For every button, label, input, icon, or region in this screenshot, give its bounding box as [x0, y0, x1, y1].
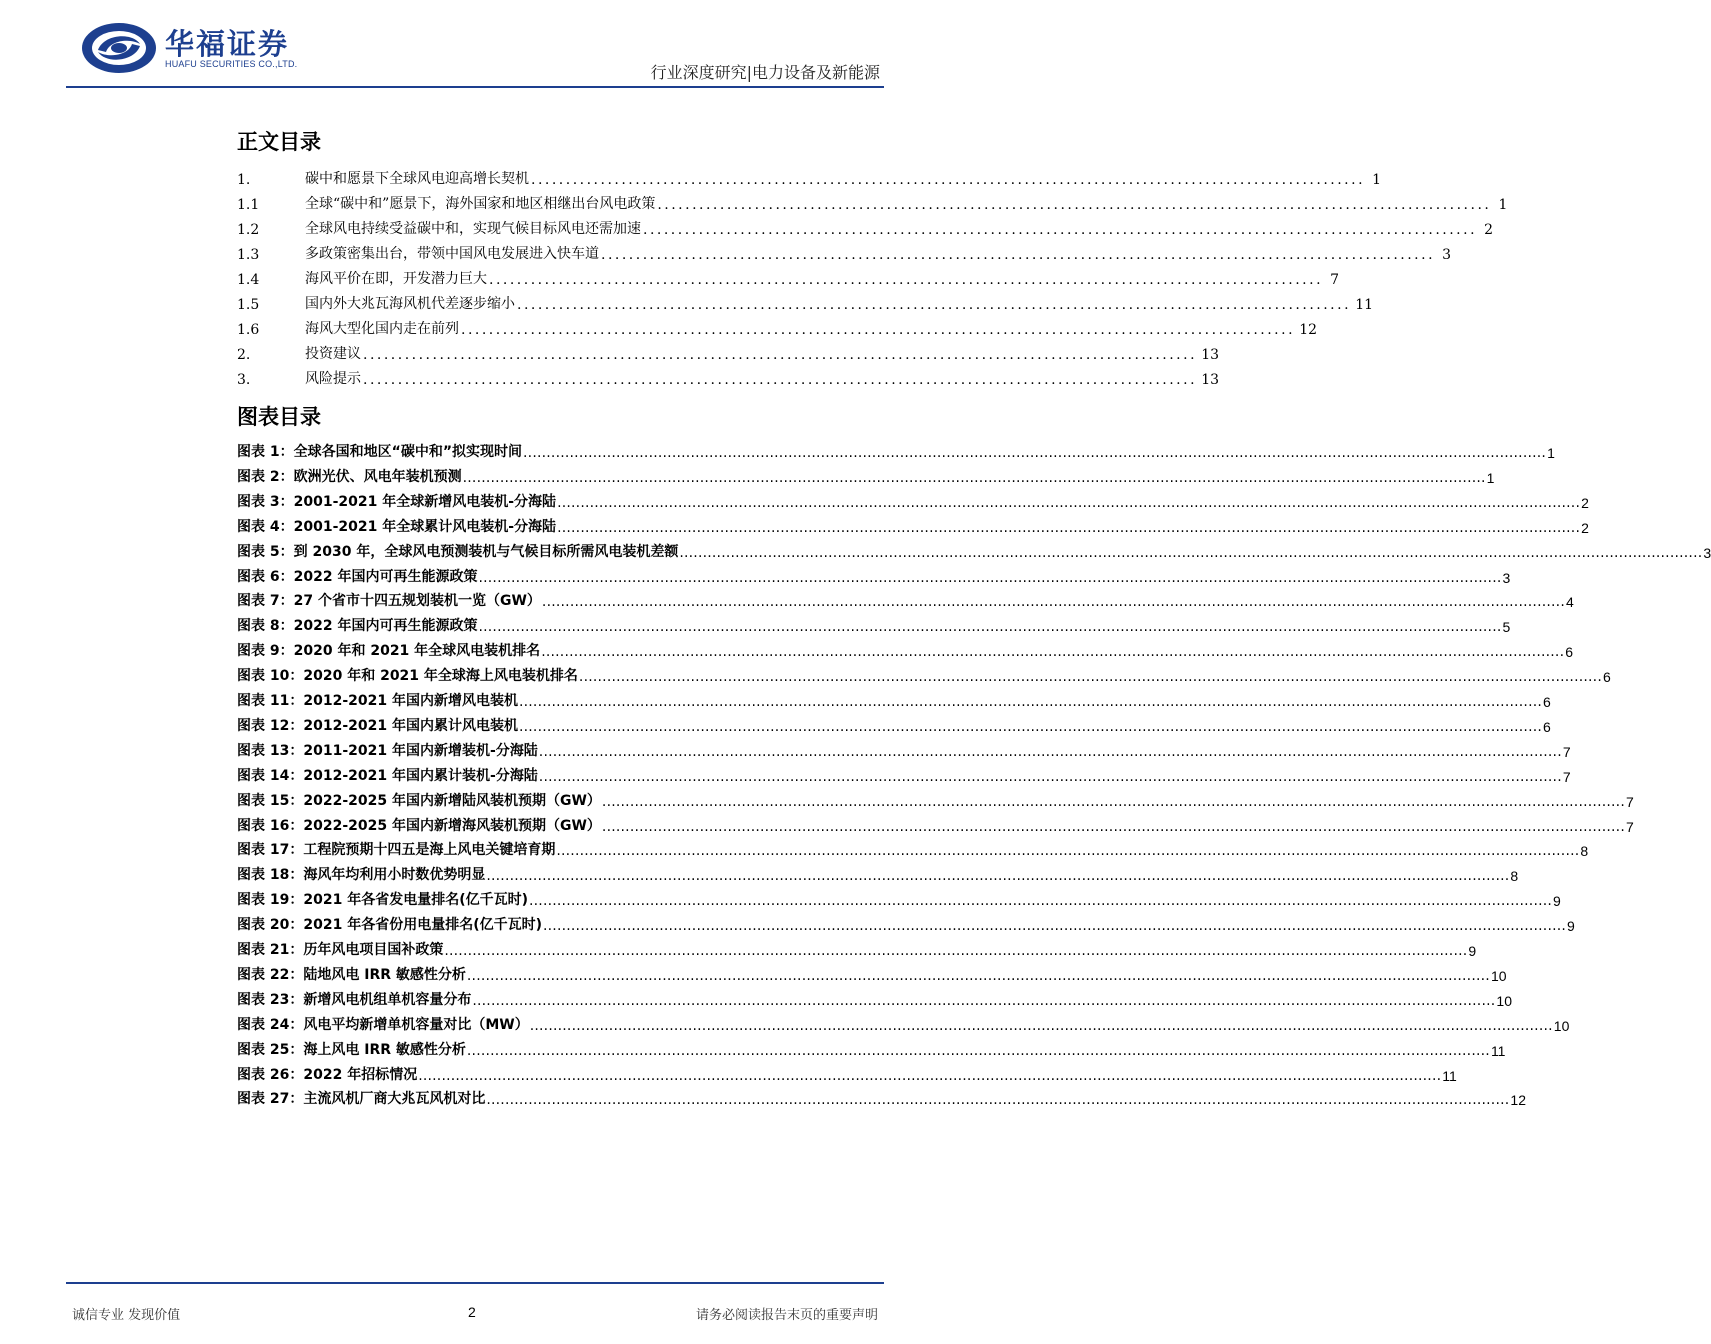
toc-entry-title: 风险提示 [305, 371, 361, 387]
figure-entry-page: 9 [1468, 943, 1477, 959]
toc-entry-title: 碳中和愿景下全球风电迎高增长契机 [305, 171, 529, 187]
figure-entry[interactable] [237, 487, 1589, 511]
figure-entry[interactable] [237, 1035, 1506, 1059]
figure-entry-page: 2 [1581, 519, 1589, 536]
figure-entry[interactable] [237, 910, 1575, 935]
toc-leader-dots: ........................................................................................................................ [363, 347, 1198, 363]
figure-entry-label: 图表 21： [237, 942, 304, 958]
figure-entry-label: 图表 23： [237, 991, 304, 1008]
figure-entry[interactable] [237, 811, 1634, 835]
figure-entry[interactable] [237, 835, 1589, 860]
figure-entry-label: 图表 27： [237, 1091, 304, 1108]
figure-entry-label: 图表 1： [237, 444, 294, 460]
toc-entry[interactable] [237, 339, 1220, 363]
figure-entry-page: 6 [1543, 718, 1551, 735]
figure-entry-page: 11 [1490, 1042, 1506, 1059]
toc-leader-dots: ........................................................................................................................ [489, 272, 1324, 288]
figure-entry-page: 10 [1496, 992, 1512, 1009]
toc-entry[interactable] [237, 289, 1374, 313]
figure-entry-label: 图表 25： [237, 1041, 304, 1058]
toc-entry-title: 海风平价在即，开发潜力巨大 [305, 271, 487, 287]
figure-entry-label: 图表 7： [237, 593, 294, 610]
figure-leader-dots: ............................................................................................................................................................................................................................ [486, 1092, 1510, 1109]
figure-entry-label: 图表 14： [237, 767, 304, 784]
figure-entry-title: 陆地风电 IRR 敏感性分析 [303, 966, 466, 983]
toc-entry-page: 12 [1299, 322, 1318, 338]
figure-entry-title: 2012-2021 年国内累计风电装机 [303, 717, 518, 734]
toc-entry-number: 1.2 [237, 222, 260, 238]
figure-entry-title: 2022 年国内可再生能源政策 [293, 568, 478, 585]
company-logo [80, 20, 320, 76]
toc-entry-number: 1. [237, 172, 251, 188]
figure-entry[interactable] [237, 636, 1574, 661]
toc-entry-title: 投资建议 [305, 346, 361, 362]
figure-entry-label: 图表 10： [237, 668, 304, 685]
figure-entry[interactable] [237, 935, 1477, 959]
figure-entry-page: 12 [1510, 1092, 1526, 1109]
figure-entry-title: 2001-2021 年全球新增风电装机-分海陆 [293, 493, 557, 510]
figure-leader-dots: ............................................................................................................................................................................................................................ [518, 718, 1543, 735]
figure-leader-dots: ............................................................................................................................................................................................................................ [466, 967, 1490, 984]
toc-entry-page: 2 [1484, 222, 1494, 238]
toc-leader-dots: ........................................................................................................................ [461, 322, 1296, 338]
figure-entry-title: 2001-2021 年全球累计风电装机-分海陆 [293, 518, 557, 535]
toc-leader-dots: ........................................................................................................................ [601, 247, 1436, 263]
figure-entry[interactable] [237, 860, 1519, 885]
figure-entry-label: 图表 17： [237, 842, 304, 859]
figure-entry-page: 5 [1502, 619, 1511, 636]
figure-leader-dots: ............................................................................................................................................................................................................................ [529, 893, 1553, 910]
toc-entry-number: 1.6 [237, 322, 260, 338]
header-divider [66, 86, 884, 88]
figure-entry[interactable] [237, 985, 1512, 1009]
figure-entry-label: 图表 20： [237, 917, 304, 934]
figure-entry-title: 2021 年各省发电量排名(亿千瓦时) [303, 892, 528, 909]
toc-leader-dots: ........................................................................................................................ [517, 297, 1352, 313]
toc-leader-dots: ........................................................................................................................ [531, 172, 1366, 188]
figure-entry-title: 27 个省市十四五规划装机一览（GW） [293, 593, 541, 610]
figure-leader-dots: ............................................................................................................................................................................................................................ [601, 818, 1625, 835]
figure-entry-page: 6 [1565, 644, 1574, 661]
figure-entry-label: 图表 18： [237, 867, 304, 884]
figure-leader-dots: ............................................................................................................................................................................................................................ [478, 569, 1502, 586]
figure-leader-dots: ............................................................................................................................................................................................................................ [486, 868, 1510, 885]
figures-title: 图表目录 [237, 404, 321, 429]
toc-entry-number: 1.3 [237, 247, 260, 263]
figure-entry[interactable] [237, 1084, 1526, 1109]
figure-leader-dots: ............................................................................................................................................................................................................................ [418, 1067, 1442, 1084]
figure-leader-dots: ............................................................................................................................................................................................................................ [578, 669, 1602, 686]
figure-entry[interactable] [237, 562, 1511, 586]
figure-entry-title: 海风年均利用小时数优势明显 [303, 867, 486, 884]
figure-entry-title: 新增风电机组单机容量分布 [303, 991, 472, 1008]
page-header [0, 0, 950, 95]
figure-entry-title: 主流风机厂商大兆瓦风机对比 [303, 1091, 486, 1108]
figure-leader-dots: ............................................................................................................................................................................................................................ [466, 1042, 1490, 1059]
figure-leader-dots: ............................................................................................................................................................................................................................ [556, 843, 1580, 860]
toc-entry-page: 1 [1498, 197, 1508, 213]
toc-entry-number: 1.5 [237, 297, 260, 313]
toc-entry-title: 全球风电持续受益碳中和，实现气候目标风电还需加速 [305, 221, 641, 237]
figure-entry-label: 图表 6： [237, 568, 294, 585]
toc-entry[interactable] [237, 314, 1318, 338]
figure-entry-title: 2020 年和 2021 年全球海上风电装机排名 [303, 668, 578, 685]
figure-entry-page: 1 [1486, 469, 1495, 486]
toc-title: 正文目录 [237, 129, 321, 154]
figure-entry-label: 图表 12： [237, 717, 304, 734]
toc-entry-page: 7 [1330, 272, 1340, 288]
figure-entry-page: 8 [1510, 868, 1519, 885]
figure-entry-title: 海上风电 IRR 敏感性分析 [303, 1041, 466, 1058]
toc-entry[interactable] [237, 364, 1220, 388]
figure-entry-label: 图表 24： [237, 1016, 304, 1033]
figure-entry-page: 4 [1565, 594, 1574, 611]
figure-entry[interactable] [237, 512, 1589, 536]
toc-entry[interactable] [237, 264, 1340, 288]
figure-entry[interactable] [237, 462, 1495, 486]
figure-leader-dots: ............................................................................................................................................................................................................................ [557, 519, 1581, 536]
toc-leader-dots: ........................................................................................................................ [657, 197, 1492, 213]
figure-entry-label: 图表 19： [237, 892, 304, 909]
figure-entry-label: 图表 3： [237, 493, 294, 510]
figure-entry[interactable] [237, 736, 1571, 760]
figure-entry-title: 历年风电项目国补政策 [303, 942, 444, 958]
toc-entry[interactable] [237, 214, 1494, 238]
figure-entry-label: 图表 26： [237, 1066, 304, 1083]
figure-entry-page: 2 [1581, 494, 1589, 511]
figure-entry[interactable] [237, 960, 1507, 984]
toc-entry-page: 13 [1201, 372, 1220, 388]
toc-entry-number: 1.1 [237, 197, 260, 213]
figure-entry-title: 2021 年各省份用电量排名(亿千瓦时) [303, 917, 542, 934]
figure-entry[interactable] [237, 661, 1611, 686]
figure-leader-dots: ............................................................................................................................................................................................................................ [557, 494, 1581, 511]
figure-entry-page: 6 [1602, 669, 1611, 686]
figure-entry-title: 工程院预期十四五是海上风电关键培育期 [303, 842, 556, 859]
toc-entry-page: 11 [1355, 297, 1374, 313]
figure-entry-label: 图表 16： [237, 817, 304, 834]
figure-entry-title: 风电平均新增单机容量对比（MW） [303, 1016, 529, 1033]
figure-entry[interactable] [237, 437, 1555, 461]
toc-entry-page: 13 [1201, 347, 1220, 363]
figure-entry[interactable] [237, 537, 1711, 561]
toc-entry-title: 多政策密集出台，带领中国风电发展进入快车道 [305, 246, 599, 262]
figure-entry-title: 欧洲光伏、风电年装机预测 [293, 468, 462, 485]
figure-entry[interactable] [237, 1010, 1570, 1034]
footer-divider [66, 1282, 884, 1284]
figure-entry[interactable] [237, 761, 1571, 785]
figure-entry-page: 7 [1625, 793, 1634, 810]
figure-leader-dots: ............................................................................................................................................................................................................................ [538, 768, 1562, 785]
footer-slogan: 诚信专业 发现价值 [72, 1308, 181, 1323]
figure-entry-title: 全球各国和地区“碳中和”拟实现时间 [293, 444, 523, 460]
figure-entry[interactable] [237, 1060, 1457, 1084]
toc-entry-number: 2. [237, 347, 251, 363]
figure-entry-label: 图表 8： [237, 618, 294, 635]
figure-entry-page: 1 [1547, 445, 1555, 461]
figure-entry-page: 9 [1567, 918, 1575, 935]
figure-entry[interactable] [237, 686, 1551, 710]
figure-entry-label: 图表 13： [237, 742, 304, 759]
toc-entry-title: 全球“碳中和”愿景下，海外国家和地区相继出台风电政策 [305, 196, 656, 212]
figure-entry-title: 2012-2021 年国内累计装机-分海陆 [303, 767, 538, 784]
figure-entry-page: 10 [1490, 967, 1507, 984]
toc-entry[interactable] [237, 189, 1508, 213]
figure-entry-title: 2022 年招标情况 [303, 1066, 418, 1083]
figure-leader-dots: ............................................................................................................................................................................................................................ [538, 743, 1562, 760]
toc-leader-dots: ........................................................................................................................ [363, 372, 1198, 388]
figure-entry-label: 图表 9： [237, 643, 294, 660]
toc-entry-title: 国内外大兆瓦海风机代差逐步缩小 [305, 296, 515, 312]
figure-entry-label: 图表 5： [237, 543, 294, 560]
footer-disclaimer: 请务必阅读报告末页的重要声明 [695, 1308, 878, 1323]
figure-leader-dots: ............................................................................................................................................................................................................................ [679, 544, 1703, 561]
figure-leader-dots: ............................................................................................................................................................................................................................ [541, 594, 1565, 611]
figure-entry[interactable] [237, 786, 1634, 810]
figure-entry-label: 图表 15： [237, 792, 304, 809]
figure-leader-dots: ............................................................................................................................................................................................................................ [472, 992, 1496, 1009]
figure-entry[interactable] [237, 711, 1551, 735]
figure-leader-dots: ............................................................................................................................................................................................................................ [444, 943, 1468, 959]
toc-entry-number: 3. [237, 372, 251, 388]
figure-leader-dots: ............................................................................................................................................................................................................................ [529, 1017, 1553, 1034]
figure-entry[interactable] [237, 885, 1561, 910]
figure-entry-page: 11 [1442, 1067, 1457, 1084]
figure-leader-dots: ............................................................................................................................................................................................................................ [523, 445, 1547, 461]
figure-entry-label: 图表 2： [237, 468, 294, 485]
toc-entry-number: 1.4 [237, 272, 260, 288]
page-number: 2 [468, 1304, 476, 1320]
figure-entry-page: 9 [1553, 893, 1561, 910]
toc-leader-dots: ........................................................................................................................ [643, 222, 1478, 238]
figure-entry-page: 8 [1580, 843, 1589, 860]
figure-leader-dots: ............................................................................................................................................................................................................................ [518, 694, 1543, 710]
figure-entry-title: 2022-2025 年国内新增海风装机预期（GW） [303, 817, 601, 834]
figure-entry-label: 图表 11： [237, 693, 304, 709]
figure-leader-dots: ............................................................................................................................................................................................................................ [478, 619, 1502, 636]
figure-entry-label: 图表 4： [237, 518, 294, 535]
company-name-en: HUAFU SECURITIES CO.,LTD. [165, 59, 298, 69]
figure-entry-page: 3 [1703, 544, 1711, 561]
huafu-logo-icon [80, 20, 158, 76]
figure-leader-dots: ............................................................................................................................................................................................................................ [601, 793, 1625, 810]
figure-entry-page: 10 [1553, 1017, 1570, 1034]
figure-entry-page: 3 [1502, 569, 1511, 586]
toc-entry-title: 海风大型化国内走在前列 [305, 321, 459, 337]
figure-leader-dots: ............................................................................................................................................................................................................................ [541, 644, 1565, 661]
figure-entry-title: 到 2030 年，全球风电预测装机与气候目标所需风电装机差额 [293, 543, 679, 560]
company-name-cn: 华福证券 [165, 27, 290, 61]
figure-leader-dots: ............................................................................................................................................................................................................................ [462, 469, 1486, 486]
toc-entry-page: 1 [1372, 172, 1382, 188]
toc-entry-page: 3 [1442, 247, 1452, 263]
figure-entry-title: 2012-2021 年国内新增风电装机 [303, 693, 518, 709]
figure-entry-page: 6 [1543, 694, 1551, 710]
report-category: 行业深度研究|电力设备及新能源 [650, 63, 880, 82]
figure-entry-title: 2022-2025 年国内新增陆风装机预期（GW） [303, 792, 601, 809]
figure-entry-page: 7 [1625, 818, 1634, 835]
figure-entry-title: 2011-2021 年国内新增装机-分海陆 [303, 742, 538, 759]
figure-entry-title: 2020 年和 2021 年全球风电装机排名 [293, 643, 541, 660]
toc-entry[interactable] [237, 239, 1452, 263]
figure-entry-label: 图表 22： [237, 966, 304, 983]
figure-entry-page: 7 [1562, 768, 1571, 785]
figure-leader-dots: ............................................................................................................................................................................................................................ [543, 918, 1567, 935]
figure-entry[interactable] [237, 586, 1574, 611]
figure-entry[interactable] [237, 611, 1511, 636]
figure-entry-page: 7 [1562, 743, 1571, 760]
figure-entry-title: 2022 年国内可再生能源政策 [293, 618, 478, 635]
toc-entry[interactable] [237, 164, 1382, 188]
